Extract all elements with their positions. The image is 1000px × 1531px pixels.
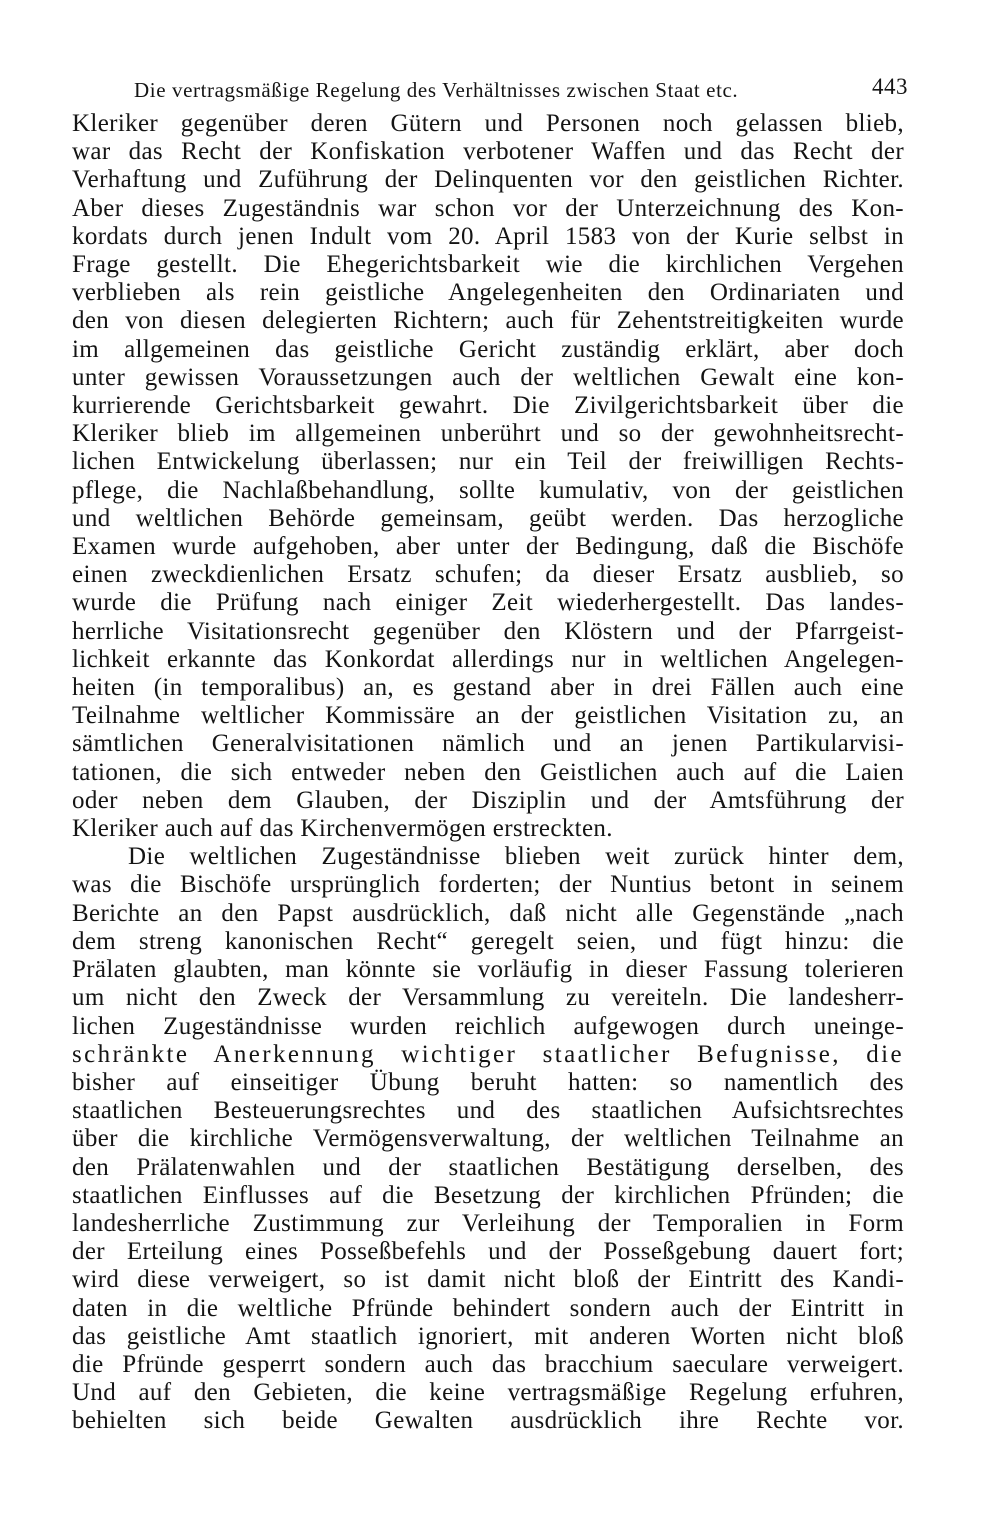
text-line: oder neben dem Glauben, der Disziplin und der Amtsführung der bbox=[72, 786, 904, 814]
text-line: um nicht den Zweck der Versammlung zu vereiteln. Die landesherr- bbox=[72, 984, 904, 1012]
text-line: Frage gestellt. Die Ehegerichtsbarkeit wie die kirchlichen Vergehen bbox=[72, 251, 904, 279]
text-line: kordats durch jenen Indult vom 20. April 1583 von der Kurie selbst in bbox=[72, 222, 904, 250]
text-line: schränkte Anerkennung wichtiger staatlicher Befugnisse, die bbox=[72, 1040, 904, 1068]
text-line: lichen Entwickelung überlassen; nur ein Teil der freiwilligen Rechts- bbox=[72, 448, 904, 476]
text-line: bisher auf einseitiger Übung beruht hatten: so namentlich des bbox=[72, 1068, 904, 1096]
text-line: was die Bischöfe ursprünglich forderten; der Nuntius betont in seinem bbox=[72, 871, 904, 899]
text-line: wurde die Prüfung nach einiger Zeit wiederhergestellt. Das landes- bbox=[72, 589, 904, 617]
text-line: verblieben als rein geistliche Angelegenheiten den Ordinariaten und bbox=[72, 279, 904, 307]
book-page bbox=[72, 72, 908, 1436]
text-line: herrliche Visitationsrecht gegenüber den Klöstern und der Pfarrgeist- bbox=[72, 617, 904, 645]
text-line: im allgemeinen das geistliche Gericht zuständig erklärt, aber doch bbox=[72, 335, 904, 363]
text-line: Kleriker blieb im allgemeinen unberührt und so der gewohnheitsrecht- bbox=[72, 420, 904, 448]
paragraph-1 bbox=[72, 110, 904, 843]
paragraph-2 bbox=[72, 843, 904, 1435]
text-line: Kleriker gegenüber deren Gütern und Personen noch gelassen blieb, bbox=[72, 110, 904, 137]
running-title: Die vertragsmäßige Regelung des Verhältnisses zwischen Staat etc. bbox=[134, 78, 739, 102]
text-line: Berichte an den Papst ausdrücklich, daß nicht alle Gegenstände „nach bbox=[72, 899, 904, 927]
text-line: wird diese verweigert, so ist damit nicht bloß der Eintritt des Kandi- bbox=[72, 1266, 904, 1294]
page-number: 443 bbox=[872, 74, 908, 99]
body-text bbox=[72, 110, 904, 1436]
text-line: Examen wurde aufgehoben, aber unter der Bedingung, daß die Bischöfe bbox=[72, 533, 904, 561]
text-line: staatlichen Einflusses auf die Besetzung der kirchlichen Pfründen; die bbox=[72, 1181, 904, 1209]
text-line: Prälaten glaubten, man könnte sie vorläufig in dieser Fassung tolerieren bbox=[72, 956, 904, 984]
text-line: lichen Zugeständnisse wurden reichlich aufgewogen durch uneinge- bbox=[72, 1012, 904, 1040]
text-line: Die weltlichen Zugeständnisse blieben weit zurück hinter dem, bbox=[128, 843, 904, 871]
running-head bbox=[72, 72, 908, 110]
text-line: einen zweckdienlichen Ersatz schufen; da dieser Ersatz ausblieb, so bbox=[72, 561, 904, 589]
text-line: der Erteilung eines Posseßbefehls und der Posseßgebung dauert fort; bbox=[72, 1238, 904, 1266]
text-line: Teilnahme weltlicher Kommissäre an der geistlichen Visitation zu, an bbox=[72, 702, 904, 730]
text-line: Aber dieses Zugeständnis war schon vor der Unterzeichnung des Kon- bbox=[72, 194, 904, 222]
text-line: war das Recht der Konfiskation verbotener Waffen und das Recht der bbox=[72, 138, 904, 166]
text-line: Kleriker auch auf das Kirchenvermögen erstreckten. bbox=[72, 815, 613, 843]
text-line: die Pfründe gesperrt sondern auch das bracchium saeculare verweigert. bbox=[72, 1350, 904, 1378]
text-line: über die kirchliche Vermögensverwaltung, der weltlichen Teilnahme an bbox=[72, 1125, 904, 1153]
text-line: den Prälatenwahlen und der staatlichen Bestätigung derselben, des bbox=[72, 1153, 904, 1181]
text-line: unter gewissen Voraussetzungen auch der weltlichen Gewalt eine kon- bbox=[72, 363, 904, 391]
text-line: pflege, die Nachlaßbehandlung, sollte kumulativ, von der geistlichen bbox=[72, 476, 904, 504]
text-line: Verhaftung und Zuführung der Delinquenten vor den geistlichen Richter. bbox=[72, 166, 904, 194]
text-line: dem streng kanonischen Recht“ geregelt seien, und fügt hinzu: die bbox=[72, 927, 904, 955]
text-line: den von diesen delegierten Richtern; auch für Zehentstreitigkeiten wurde bbox=[72, 307, 904, 335]
text-line: und weltlichen Behörde gemeinsam, geübt werden. Das herzogliche bbox=[72, 504, 904, 532]
text-line: daten in die weltliche Pfründe behindert sondern auch der Eintritt in bbox=[72, 1294, 904, 1322]
text-line: staatlichen Besteuerungsrechtes und des staatlichen Aufsichtsrechtes bbox=[72, 1097, 904, 1125]
text-line: landesherrliche Zustimmung zur Verleihung der Temporalien in Form bbox=[72, 1209, 904, 1237]
text-line: sämtlichen Generalvisitationen nämlich und an jenen Partikularvisi- bbox=[72, 730, 904, 758]
text-line: Und auf den Gebieten, die keine vertragsmäßige Regelung erfuhren, bbox=[72, 1379, 904, 1407]
text-line: tationen, die sich entweder neben den Geistlichen auch auf die Laien bbox=[72, 758, 904, 786]
text-line: kurrierende Gerichtsbarkeit gewahrt. Die Zivilgerichtsbarkeit über die bbox=[72, 392, 904, 420]
text-line: behielten sich beide Gewalten ausdrücklich ihre Rechte vor. bbox=[72, 1407, 904, 1435]
text-line: lichkeit erkannte das Konkordat allerdings nur in weltlichen Angelegen- bbox=[72, 645, 904, 673]
text-line: heiten (in temporalibus) an, es gestand aber in drei Fällen auch eine bbox=[72, 674, 904, 702]
text-line: das geistliche Amt staatlich ignoriert, mit anderen Worten nicht bloß bbox=[72, 1322, 904, 1350]
